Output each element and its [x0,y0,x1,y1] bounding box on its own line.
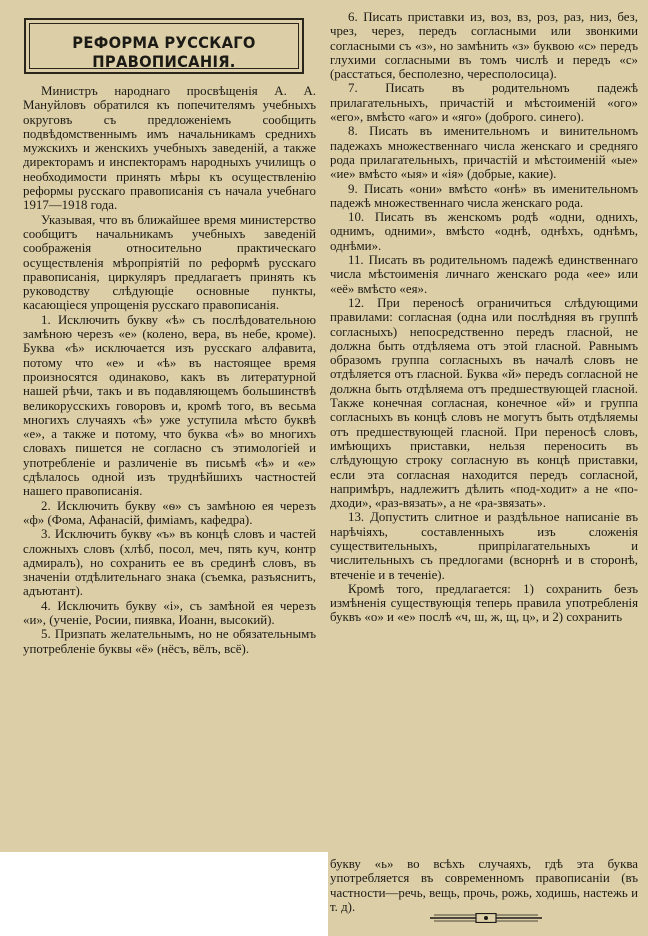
additional-proposals: Кромѣ того, предлагается: 1) сохранить безъ измѣненія существующія теперь правила употребленія буквъ «о» и «е» послѣ «ч, ш, ж, щ, ц», и 2) сохранить [330,581,638,625]
rule-9: 9. Писать «они» вмѣсто «онѣ» въ именительномъ падежѣ множественнаго числа женскаго рода. [330,181,638,210]
rule-12: 12. При переносѣ ограничиться слѣдующими правилами: согласная (одна или послѣдняя въ группѣ согласныхъ) непосредственно передъ гласной, не должна быть отдѣляема отъ этой гласной. Равнымъ образомъ группа согласныхъ въ началѣ словъ не отдѣляется отъ гласной. Буква «й» передъ согласной не должна быть отдѣляема отъ предшествующей гласной. Также конечная согласная, конечное «й» и группа согласныхъ въ концѣ словъ не могутъ быть отдѣляемы отъ предшествующей гласной. При переносѣ словъ, имѣющихъ приставки, нельзя переносить въ слѣдующую строку согласную въ концѣ приставки, если эта согласная находится передъ согласной, напримѣръ, надлежитъ дѣлить «под-ходит» а не «по-дходи», «раз-вязать», а не «ра-звязать». [330,295,638,511]
rule-4: 4. Исключить букву «і», съ замѣной ея черезъ «и», (ученіе, Росии, пиявка, Иоанн, высокий). [23,598,316,627]
rule-8: 8. Писать въ именительномъ и винительномъ падежахъ множественнаго числа женскаго и средняго рода прилагательныхъ, причастій и мѣстоименій «ые» «ие» вмѣсто «ыя» и «ія» (добрые, какие). [330,124,638,182]
tail-column [330,857,638,914]
right-column [330,10,638,625]
left-column [23,84,316,656]
circular-paragraph: Указывая, что въ ближайшее время министерство сообщитъ начальникамъ учебныхъ заведеній соображенія относительно практическаго осуществленія мѣропріятій по реформѣ русскаго правописанія, циркуляръ предлагаетъ принять къ руководству слѣдующіе основные пункты, касающіеся упрощенія русскаго правописанія. [23,212,316,313]
rule-7: 7. Писать въ родительномъ падежѣ прилагательныхъ, причастій и мѣстоименій «ого» «его», вмѣсто «аго» и «яго» (доброго. синего). [330,81,638,125]
rule-6: 6. Писать приставки из, воз, вз, роз, раз, низ, без, чрез, через, передъ согласными или звонкими согласными съ «з», но замѣнить «з» буквою «с» передъ глухими согласными въ томъ числѣ и передъ «с» (расстаться, бесполезно, чересполосица). [330,10,638,82]
end-ornament-icon [430,913,542,923]
rule-3: 3. Исключить букву «ъ» въ концѣ словъ и частей сложныхъ словъ (хлѣб, посол, меч, пять куч, контр адмиралъ), но сохранить ее въ срединѣ словъ, въ значеніи отдѣлительнаго знака (съемка, разъяснитъ, адъютант). [23,527,316,599]
continued-paragraph: букву «ь» во всѣхъ случаяхъ, гдѣ эта буква употребляется въ современномъ правописаніи (въ частности—речь, вещь, прочь, рожь, ходишь, настежь и т. д). [330,857,638,914]
rule-11: 11. Писать въ родительномъ падежѣ единственнаго числа мѣстоименія личнаго женскаго рода «ее» или «её» вмѣсто «ея». [330,253,638,296]
intro-paragraph: Министръ народнаго просвѣщенія А. А. Мануйловъ обратился къ попечителямъ учебныхъ округовъ съ предложеніемъ сообщить подвѣдомственнымъ имъ начальникамъ среднихъ мужскихъ и женскихъ учебныхъ заведеній, а также директорамъ и инспекторамъ народныхъ училищъ о необходимости принять мѣры къ осуществленію реформы русскаго правописанія съ начала учебнаго 1917—1918 года. [23,84,316,213]
rule-5: 5. Призпать желательнымъ, но не обязательнымъ употребленіе буквы «ё» (нёсъ, вёлъ, всё). [23,627,316,656]
title-frame [24,18,304,74]
rule-10: 10. Писать въ женскомъ родѣ «одни, однихъ, однимъ, одними», вмѣсто «однѣ, однѣхъ, однѣмъ, однѣми». [330,210,638,253]
rule-2: 2. Исключить букву «ѳ» съ замѣною ея черезъ «ф» (Фома, Афанасій, фиміамъ, кафедра). [23,498,316,527]
rule-13: 13. Допустить слитное и раздѣльное написаніе въ нарѣчіяхъ, составленныхъ изъ сложенія существительныхъ, припрілагательныхъ и числительныхъ съ предлогами (вснорнѣ и в сторонѣ, втеченіе и в теченіе). [330,510,638,582]
rule-1: 1. Исключить букву «ѣ» съ послѣдовательною замѣною черезъ «е» (колено, вера, въ небе, кроме). Буква «ѣ» исключается изъ русскаго алфавита, потому что «е» и «ѣ» въ настоящее время произносятся одинаково, какъ въ литературной нашей рѣчи, такъ и въ подавляющемъ большинствѣ великорусскихъ говоровъ и, кромѣ того, въ весьма многихъ случаяхъ «ѣ» уже уступила мѣсто буквѣ «е», а также и потому, что буква «ѣ» во многихъ словахъ пишется не согласно съ этимологіей и употребленіе и различеніе въ письмѣ «ѣ» и «е» сдѣлалось одной изъ труднѣйшихъ частностей нашего правописанія. [23,312,316,499]
article-title: РЕФОРМА РУССКАГО ПРАВОПИСАНІЯ. [72,33,256,71]
